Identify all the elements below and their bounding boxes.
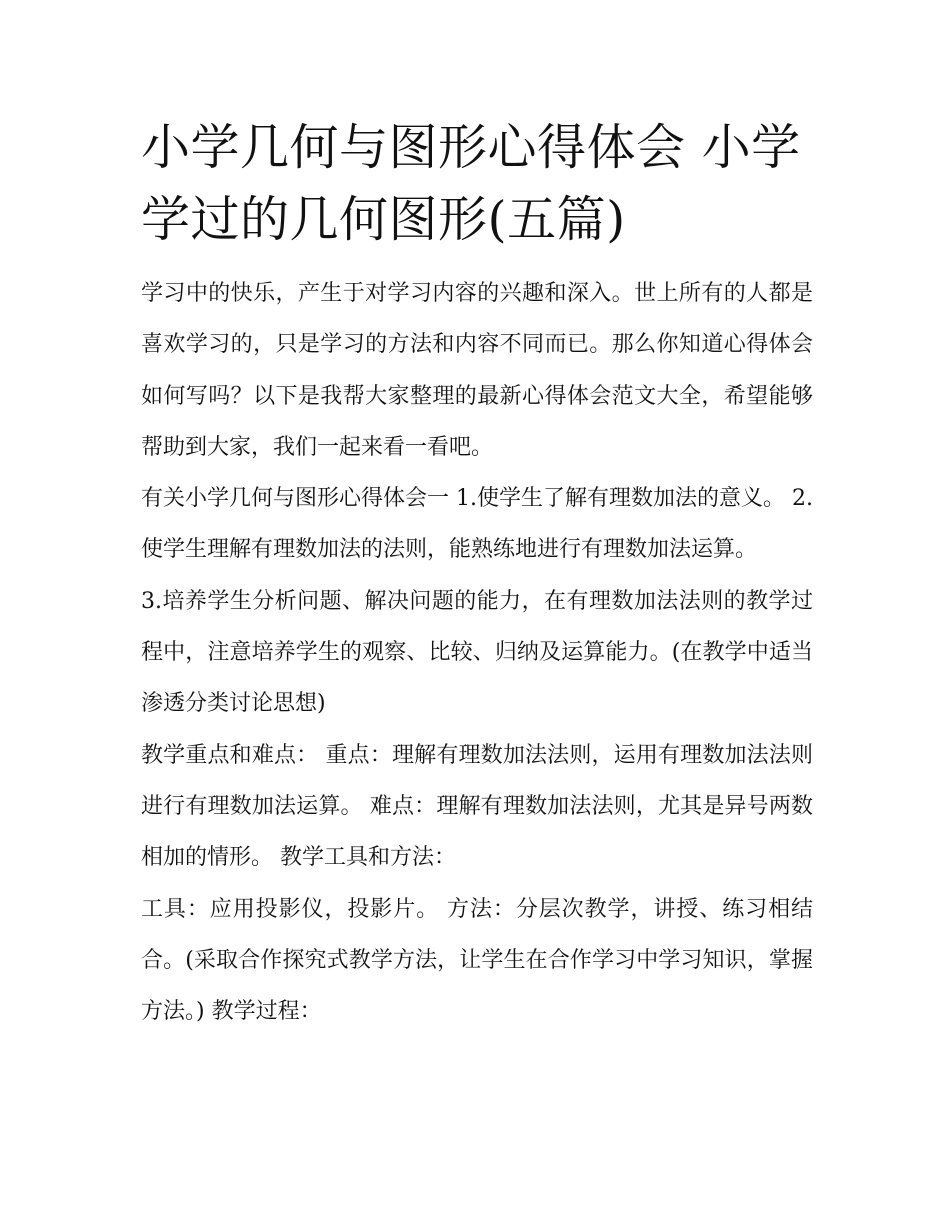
paragraph-intro: 学习中的快乐，产生于对学习内容的兴趣和深入。世上所有的人都是喜欢学习的，只是学习的方法和内容不同而已。那么你知道心得体会如何写吗？以下是我帮大家整理的最新心得体会范文大全，希望能够帮助到大家，我们一起来看一看吧。 — [141, 281, 813, 460]
document-title: 小学几何与图形心得体会 小学学过的几何图形(五篇) — [141, 119, 801, 248]
paragraph-tools-methods: 工具：应用投影仪，投影片。 方法：分层次教学，讲授、练习相结合。(采取合作探究式教学方法，让学生在合作学习中学习知识，掌握方法。) 教学过程： — [141, 896, 813, 1025]
paragraph-objective-1-2: 有关小学几何与图形心得体会一 1.使学生了解有理数加法的意义。 2.使学生理解有理数加法的法则，能熟练地进行有理数加法运算。 — [141, 486, 813, 563]
paragraph-objective-3: 3.培养学生分析问题、解决问题的能力，在有理数加法法则的教学过程中，注意培养学生的观察、比较、归纳及运算能力。(在教学中适当渗透分类讨论思想) — [141, 588, 813, 717]
paragraph-key-points: 教学重点和难点： 重点：理解有理数加法法则，运用有理数加法法则进行有理数加法运算。 难点：理解有理数加法法则，尤其是异号两数相加的情形。 教学工具和方法： — [141, 742, 813, 871]
document-body — [141, 112, 813, 1037]
